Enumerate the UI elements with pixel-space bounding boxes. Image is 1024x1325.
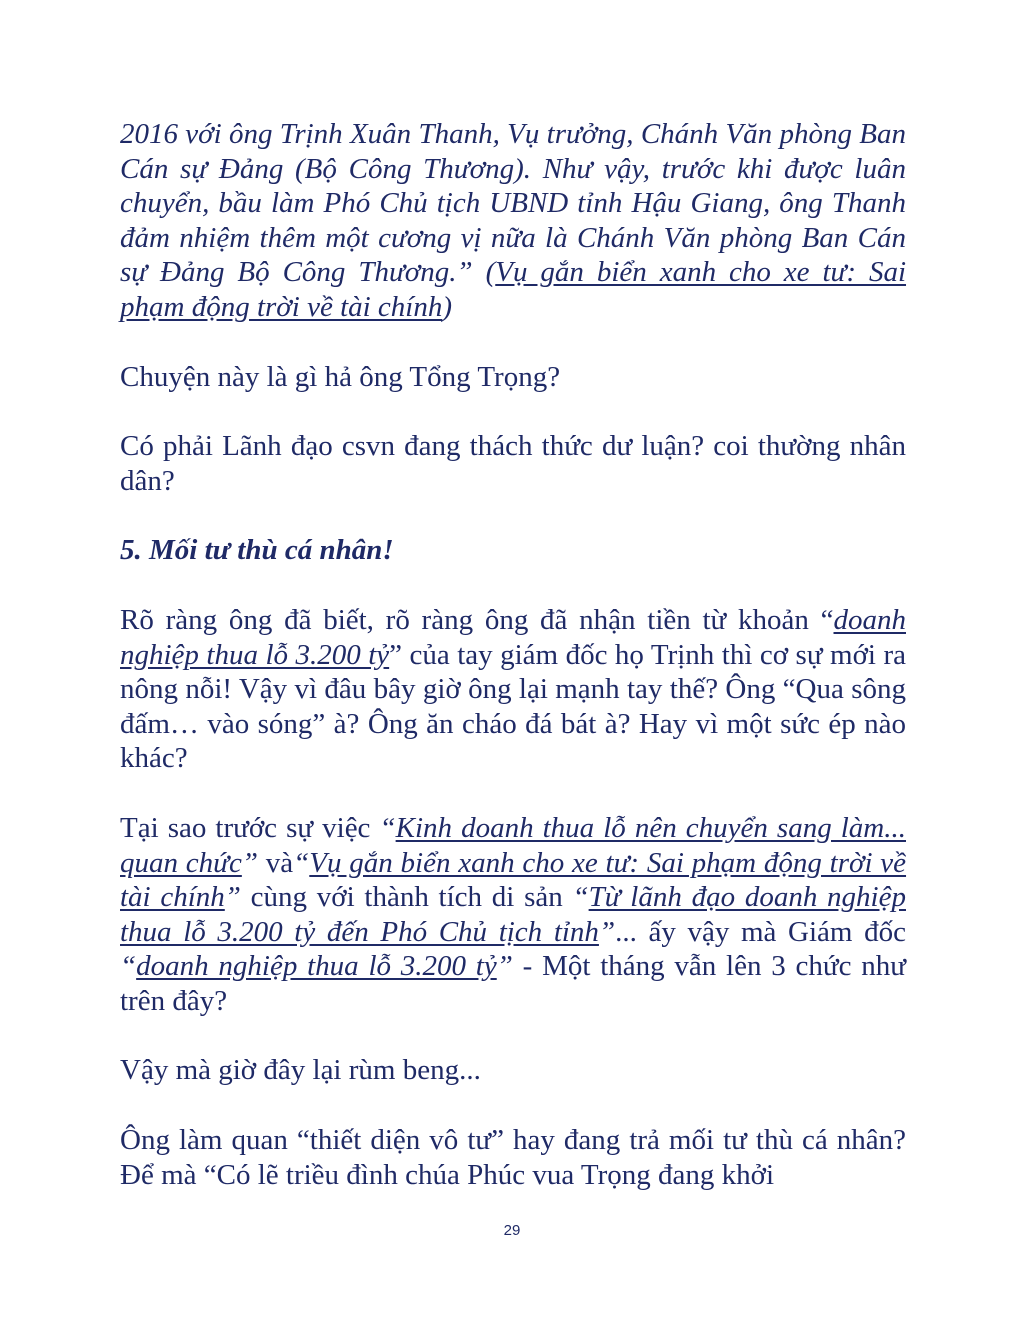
article-link-bien-xanh[interactable]: Vụ gắn biển xanh cho xe tư: Sai phạm động trời về tài chính (120, 256, 907, 323)
page-number: 29 (503, 1222, 521, 1239)
quote-open: “ (379, 811, 396, 844)
paragraph-7: Ông làm quan “thiết diện vô tư” hay đang trả mối tư thù cá nhân? Để mà “Có lẽ triều đình chúa Phúc vua Trọng đang khởi (120, 1124, 906, 1191)
paragraph-5-text-d: ... ấy vậy mà Giám đốc (615, 915, 906, 948)
paragraph-5-text-c: cùng với thành tích di sản (240, 881, 573, 914)
paragraph-1 (120, 117, 906, 325)
paragraph-5 (120, 811, 906, 1019)
paragraph-5-text-b: và (257, 846, 294, 879)
article-link-thua-lo[interactable]: doanh nghiệp thua lỗ 3.200 tỷ (120, 603, 906, 671)
article-link-bien-xanh-2[interactable]: Vụ gắn biển xanh cho xe tư: Sai phạm động trời về tài chính (120, 846, 907, 914)
body-text (120, 117, 906, 1192)
paragraph-6: Vậy mà giờ đây lại rùm beng... (120, 1054, 481, 1087)
quote-close: ” (224, 881, 241, 914)
paragraph-1-text: 2016 với ông Trịnh Xuân Thanh, Vụ trưởng, Chánh Văn phòng Ban Cán sự Đảng (Bộ Công Thương). Như vậy, trước khi được luân chuyển, bầu làm Phó Chủ tịch UBND tỉnh Hậu Giang, ông Thanh đảm nhiệm thêm một cương vị nữa là Chánh Văn phòng Ban Cán sự Đảng Bộ Công Thương.” ( (120, 118, 906, 289)
quote-close: ” (598, 915, 616, 948)
paragraph-4-text: Rõ ràng ông đã biết, rõ ràng ông đã nhận tiền từ khoản “ (120, 603, 834, 636)
paragraph-2: Chuyện này là gì hả ông Tổng Trọng? (120, 360, 561, 393)
paragraph-5-text-e: - Một tháng vẫn lên 3 chức như trên đây? (120, 950, 906, 1017)
paragraph-3: Có phải Lãnh đạo csvn đang thách thức dư luận? coi thường nhân dân? (120, 430, 906, 497)
paragraph-5-text-a: Tại sao trước sự việc (120, 811, 380, 844)
article-link-kinh-doanh[interactable]: Kinh doanh thua lỗ nên chuyển sang làm... quan chức (120, 811, 906, 879)
quote-open: “ (120, 950, 137, 983)
quote-open: “ (293, 846, 310, 879)
paragraph-4 (120, 603, 906, 776)
quote-open: “ (572, 881, 589, 914)
section-heading: 5. Mối tư thù cá nhân! (120, 534, 394, 567)
paragraph-4-rest: ” của tay giám đốc họ Trịnh thì cơ sự mới ra nông nỗi! Vậy vì đâu bây giờ ông lại mạnh tay thế? Ông “Qua sông đấm… vào sóng” à? Ông ăn cháo đá bát à? Hay vì một sức ép nào khác? (120, 638, 906, 775)
paragraph-1-close: ) (442, 290, 453, 323)
quote-close: ” (241, 846, 258, 879)
quote-close: ” (496, 950, 513, 983)
article-link-thua-lo-2[interactable]: doanh nghiệp thua lỗ 3.200 tỷ (136, 950, 497, 983)
article-link-pho-chu-tich[interactable]: Từ lãnh đạo doanh nghiệp thua lỗ 3.200 tỷ đến Phó Chủ tịch tỉnh (120, 881, 906, 948)
